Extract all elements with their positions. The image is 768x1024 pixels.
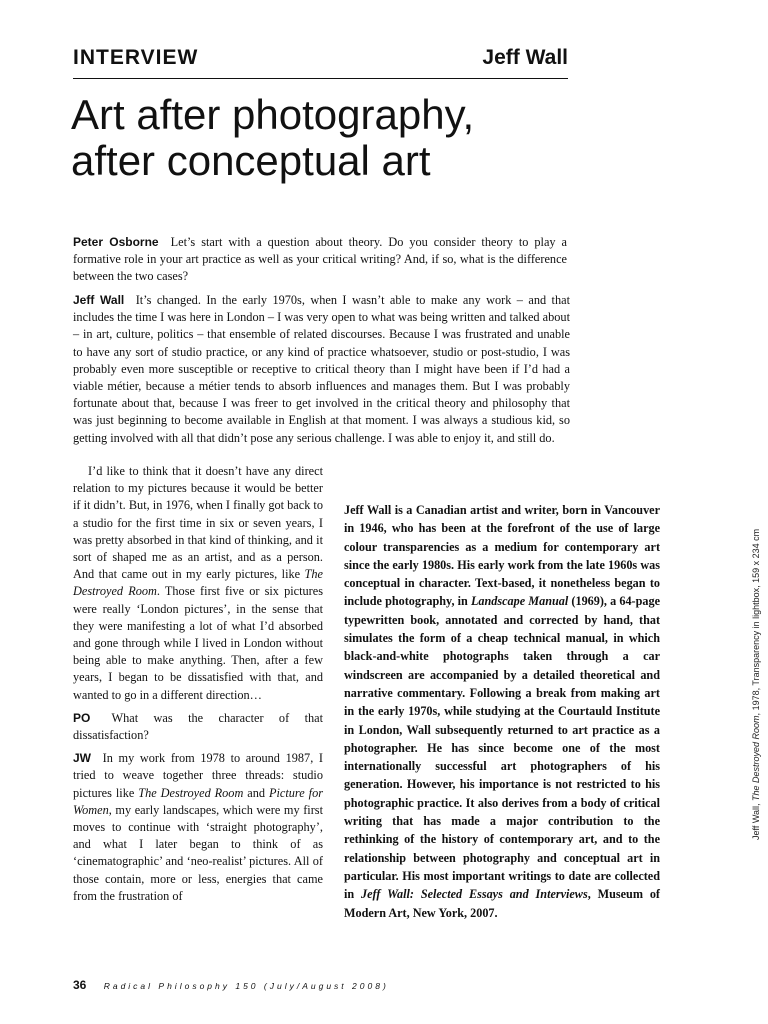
text-run: (1969), a 64-page typewritten book, annotated and corrected by hand, that simulates the form of a cheap technical manual, in which black-and-white photographs taken through a car windscreen are accompanied by a detailed theoretical and narrative commentary. Following a break from making art in the early 1970s, while studying at the Courtauld Institute in London, Wall subsequently returned to art practice as a photographer. He has since become one of the most internationally successful art photographers of his generation. However, his importance is not restricted to his photographic practice. It also derives from a body of critical writing that has made a major contribution to the rethinking of the history of contemporary art, and to the relationship between photography and conceptual art in particular. His most important writings to date are collected in <box>344 594 660 902</box>
text-run: . Those first five or six pictures were really ‘London pictures’, in the sense that they were manifesting a lot of what I’d absorbed and gone through while I lived in London without being able to make anything. Then, after a few years, I began to be dissatisfied with that, and wanted to go in a different direction… <box>73 584 323 702</box>
article-title <box>71 92 591 184</box>
work-title: The Destroyed Room <box>138 785 244 800</box>
work-title: The Destroyed Room <box>751 715 761 801</box>
text-run: and <box>243 785 269 800</box>
text-run: I’d like to think that it doesn’t have any direct relation to my pictures because it would be better if it didn’t. But, in 1976, when I finally got back to a studio for the first time in six or seven years, I was pretty absorbed in that kind of thinking, and it sort of shaped me as an artist, and as a person. And that came out in my early pictures, like <box>73 464 323 582</box>
question-text: What was the character of that dissatisfaction? <box>73 710 324 743</box>
page-footer <box>73 978 389 992</box>
text-run: Jeff Wall is a Canadian artist and writer, born in Vancouver in 1946, who has been at the forefront of the use of large colour transparencies as a medium for contemporary art since the early 1980s. His early work from the late 1960s was conceptual in character. Text-based, it nonetheless began to include photography, in <box>344 503 660 609</box>
question-text: Let’s start with a question about theory. Do you consider theory to play a formative role in your art practice as well as your critical writing? And, if so, what is the difference between the two cases? <box>73 235 568 284</box>
title-line-1: Art after photography, <box>71 91 475 138</box>
left-column <box>73 463 323 911</box>
text-run: Jeff Wall, <box>751 800 761 840</box>
work-title: Landscape Manual <box>470 594 569 609</box>
speaker-name: Peter Osborne <box>73 235 159 249</box>
section-label: INTERVIEW <box>73 46 199 69</box>
work-title: Jeff Wall: Selected Essays and Interviews <box>361 887 588 902</box>
speaker-name: JW <box>73 751 91 766</box>
page-number: 36 <box>73 978 87 992</box>
answer-2 <box>73 750 323 905</box>
author-bio <box>344 501 660 922</box>
speaker-name: PO <box>73 710 91 725</box>
text-run: , my early landscapes, which were my first moves to continue with ‘straight photography’, and what I later began to think of as ‘cinematographic’ and ‘neo-realist’ pictures. All of those contain, more or less, energies that came from the frustration of <box>73 802 323 903</box>
question-1 <box>73 234 567 286</box>
work-title: Picture for Women <box>73 785 324 817</box>
answer-1 <box>73 292 570 447</box>
header-author: Jeff Wall <box>482 46 568 69</box>
text-run: , 1978, Transparency in lightbox, 159 x 234 cm <box>751 528 761 716</box>
title-line-2: after conceptual art <box>71 137 431 184</box>
speaker-name: Jeff Wall <box>73 293 125 307</box>
text-run: , Museum of Modern Art, New York, 2007. <box>344 887 660 920</box>
work-title: The Destroyed Room <box>73 567 323 599</box>
text-run: In my work from 1978 to around 1987, I tried to weave together three threads: studio pictures like <box>73 751 324 800</box>
journal-citation: Radical Philosophy 150 (July/August 2008) <box>103 981 389 991</box>
answer-text: It’s changed. In the early 1970s, when I wasn’t able to make any work – and that includes the time I was here in London – I was very open to what was being written and talked about – in art, culture, politics – that ensemble of related discourses. Because I was frustrated and unable to have any sort of studio practice, or any kind of practice whatsoever, studio or post-studio, I was probably even more susceptible or receptive to critical theory than I might have been if I’d had a viable métier, because a métier tends to absorb influences and manages them. But I was probably fortunate about that, because I was freer to get involved in the critical theory and philosophy that was just beginning to become available in English at that moment. I was always a studious kid, so getting involved with all that didn’t pose any serious challenge. I was able to enjoy it, and still do. <box>73 293 570 445</box>
question-2 <box>73 710 323 744</box>
answer-1-continued <box>73 463 323 704</box>
image-caption <box>751 530 762 840</box>
page-header <box>73 46 568 79</box>
